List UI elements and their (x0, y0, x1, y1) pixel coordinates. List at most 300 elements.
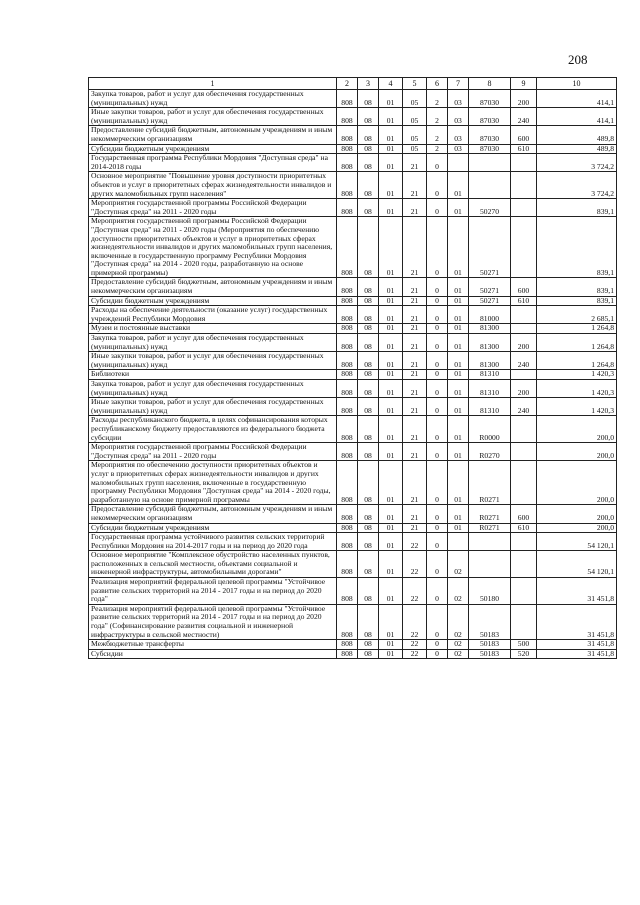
subsection-cell: 01 (379, 108, 403, 126)
subprogram-cell: 0 (427, 172, 448, 199)
table-row (89, 334, 617, 352)
item-name-cell: Предоставление субсидий бюджетным, автономным учреждениям и иным некоммерческим организациям (89, 505, 337, 523)
amount-cell: 1 264,8 (537, 352, 617, 370)
subprogram-cell: 0 (427, 443, 448, 461)
table-row (89, 172, 617, 199)
subsection-cell: 01 (379, 352, 403, 370)
event-cell: 02 (448, 604, 469, 639)
event-cell: 01 (448, 278, 469, 296)
expense-type-cell (511, 306, 537, 324)
event-cell: 02 (448, 578, 469, 605)
expense-type-cell: 200 (511, 380, 537, 398)
table-row (89, 461, 617, 505)
subprogram-cell: 0 (427, 334, 448, 352)
direction-cell: 50180 (469, 578, 511, 605)
table-row (89, 199, 617, 217)
item-name-cell: Основное мероприятие "Комплексное обустройство населенных пунктов, расположенных в сельской местности, объектами социальной и инженерной инфраструктуры, автомобильными дорогами" (89, 551, 337, 578)
subprogram-cell: 2 (427, 90, 448, 108)
item-name-cell: Субсидии (89, 649, 337, 659)
item-name-cell: Реализация мероприятий федеральной целевой программы "Устойчивое развитие сельских территорий на 2014 - 2017 годы и на период до 2020 года" (89, 578, 337, 605)
event-cell: 01 (448, 172, 469, 199)
amount-cell: 3 724,2 (537, 172, 617, 199)
subsection-cell: 01 (379, 523, 403, 533)
item-name-cell: Субсидии бюджетным учреждениям (89, 523, 337, 533)
table-row (89, 649, 617, 659)
item-name-cell: Государственная программа Республики Мордовия "Доступная среда" на 2014-2018 годы (89, 154, 337, 172)
item-name-cell: Мероприятия по обеспечению доступности приоритетных объектов и услуг в приоритетных сферах жизнедеятельности инвалидов и других маломобильных групп населения, включенные в государственную программу Республики Мордовия "Доступная среда" на 2014 - 2020 годы, разработанную на основе примерной программы (89, 461, 337, 505)
subsection-cell: 01 (379, 324, 403, 334)
direction-cell: 50271 (469, 217, 511, 278)
admin-code-cell: 808 (337, 416, 358, 443)
subsection-cell: 01 (379, 90, 403, 108)
program-cell: 21 (403, 352, 427, 370)
event-cell: 03 (448, 144, 469, 154)
event-cell: 01 (448, 370, 469, 380)
subsection-cell: 01 (379, 533, 403, 551)
item-name-cell: Предоставление субсидий бюджетным, автономным учреждениям и иным некоммерческим организациям (89, 126, 337, 144)
subprogram-cell: 0 (427, 352, 448, 370)
direction-cell: 81300 (469, 324, 511, 334)
table-row (89, 604, 617, 639)
section-cell: 08 (358, 278, 379, 296)
subprogram-cell: 0 (427, 370, 448, 380)
section-cell: 08 (358, 199, 379, 217)
expense-type-cell (511, 217, 537, 278)
amount-cell: 2 685,1 (537, 306, 617, 324)
direction-cell: 87030 (469, 108, 511, 126)
expense-type-cell: 200 (511, 90, 537, 108)
event-cell (448, 154, 469, 172)
admin-code-cell: 808 (337, 370, 358, 380)
section-cell: 08 (358, 334, 379, 352)
table-row (89, 640, 617, 650)
section-cell: 08 (358, 144, 379, 154)
admin-code-cell: 808 (337, 108, 358, 126)
section-cell: 08 (358, 126, 379, 144)
expense-type-cell: 600 (511, 505, 537, 523)
program-cell: 21 (403, 306, 427, 324)
program-cell: 21 (403, 505, 427, 523)
amount-cell: 1 420,3 (537, 370, 617, 380)
column-header: 7 (448, 78, 469, 90)
amount-cell: 3 724,2 (537, 154, 617, 172)
amount-cell: 200,0 (537, 461, 617, 505)
column-header: 6 (427, 78, 448, 90)
program-cell: 05 (403, 108, 427, 126)
amount-cell: 489,8 (537, 126, 617, 144)
direction-cell: 50271 (469, 278, 511, 296)
direction-cell: R0000 (469, 416, 511, 443)
table-row (89, 398, 617, 416)
amount-cell: 200,0 (537, 443, 617, 461)
table-row (89, 126, 617, 144)
subprogram-cell: 0 (427, 324, 448, 334)
subprogram-cell: 0 (427, 604, 448, 639)
program-cell: 21 (403, 523, 427, 533)
amount-cell: 839,1 (537, 217, 617, 278)
event-cell: 02 (448, 551, 469, 578)
section-cell: 08 (358, 551, 379, 578)
admin-code-cell: 808 (337, 90, 358, 108)
program-cell: 21 (403, 334, 427, 352)
item-name-cell: Реализация мероприятий федеральной целевой программы "Устойчивое развитие сельских территорий на 2014 - 2017 годы и на период до 2020 года" (Софинансирование развития социальной и инженерной инфраструктуры в сельской местности) (89, 604, 337, 639)
event-cell: 01 (448, 505, 469, 523)
expense-type-cell: 610 (511, 296, 537, 306)
item-name-cell: Субсидии бюджетным учреждениям (89, 296, 337, 306)
subsection-cell: 01 (379, 551, 403, 578)
section-cell: 08 (358, 154, 379, 172)
subprogram-cell: 0 (427, 380, 448, 398)
subprogram-cell: 0 (427, 640, 448, 650)
direction-cell: 50183 (469, 604, 511, 639)
item-name-cell: Расходы республиканского бюджета, в целях софинансирования которых республиканскому бюджету предоставляются из федерального бюджета субсидии (89, 416, 337, 443)
table-row (89, 108, 617, 126)
event-cell: 03 (448, 126, 469, 144)
admin-code-cell: 808 (337, 306, 358, 324)
event-cell (448, 533, 469, 551)
item-name-cell: Музеи и постоянные выставки (89, 324, 337, 334)
direction-cell (469, 172, 511, 199)
direction-cell: 87030 (469, 144, 511, 154)
expense-type-cell: 500 (511, 640, 537, 650)
subsection-cell: 01 (379, 443, 403, 461)
direction-cell: 81300 (469, 352, 511, 370)
program-cell: 05 (403, 90, 427, 108)
column-header: 5 (403, 78, 427, 90)
amount-cell: 489,8 (537, 144, 617, 154)
direction-cell: R0271 (469, 505, 511, 523)
amount-cell: 839,1 (537, 296, 617, 306)
program-cell: 21 (403, 172, 427, 199)
amount-cell: 839,1 (537, 199, 617, 217)
section-cell: 08 (358, 523, 379, 533)
expense-type-cell: 240 (511, 108, 537, 126)
event-cell: 03 (448, 90, 469, 108)
table-row (89, 505, 617, 523)
admin-code-cell: 808 (337, 578, 358, 605)
subsection-cell: 01 (379, 649, 403, 659)
admin-code-cell: 808 (337, 334, 358, 352)
section-cell: 08 (358, 370, 379, 380)
subprogram-cell: 0 (427, 278, 448, 296)
admin-code-cell: 808 (337, 533, 358, 551)
expense-type-cell: 240 (511, 398, 537, 416)
subsection-cell: 01 (379, 604, 403, 639)
subprogram-cell: 0 (427, 461, 448, 505)
event-cell: 02 (448, 640, 469, 650)
admin-code-cell: 808 (337, 296, 358, 306)
expense-type-cell (511, 604, 537, 639)
column-header: 8 (469, 78, 511, 90)
subprogram-cell: 0 (427, 306, 448, 324)
expense-type-cell: 200 (511, 334, 537, 352)
subsection-cell: 01 (379, 370, 403, 380)
program-cell: 22 (403, 533, 427, 551)
expense-type-cell: 610 (511, 144, 537, 154)
subsection-cell: 01 (379, 398, 403, 416)
amount-cell: 31 451,8 (537, 604, 617, 639)
table-header-row (89, 78, 617, 90)
subsection-cell: 01 (379, 505, 403, 523)
program-cell: 21 (403, 278, 427, 296)
admin-code-cell: 808 (337, 551, 358, 578)
admin-code-cell: 808 (337, 154, 358, 172)
item-name-cell: Основное мероприятие "Повышение уровня доступности приоритетных объектов и услуг в приоритетных сферах жизнедеятельности инвалидов и других маломобильных групп населения" (89, 172, 337, 199)
expense-type-cell: 520 (511, 649, 537, 659)
admin-code-cell: 808 (337, 523, 358, 533)
direction-cell: 50271 (469, 296, 511, 306)
amount-cell: 54 120,1 (537, 551, 617, 578)
section-cell: 08 (358, 380, 379, 398)
column-header: 10 (537, 78, 617, 90)
expense-type-cell (511, 416, 537, 443)
item-name-cell: Иные закупки товаров, работ и услуг для обеспечения государственных (муниципальных) нужд (89, 352, 337, 370)
event-cell: 01 (448, 398, 469, 416)
budget-table (88, 77, 617, 659)
table-row (89, 154, 617, 172)
item-name-cell: Расходы на обеспечение деятельности (оказание услуг) государственных учреждений Республики Мордовия (89, 306, 337, 324)
event-cell: 01 (448, 296, 469, 306)
column-header: 2 (337, 78, 358, 90)
direction-cell: R0270 (469, 443, 511, 461)
subsection-cell: 01 (379, 154, 403, 172)
event-cell: 01 (448, 416, 469, 443)
event-cell: 03 (448, 108, 469, 126)
direction-cell: R0271 (469, 523, 511, 533)
amount-cell: 54 120,1 (537, 533, 617, 551)
section-cell: 08 (358, 443, 379, 461)
table-body (89, 90, 617, 659)
table-row (89, 578, 617, 605)
section-cell: 08 (358, 352, 379, 370)
subprogram-cell: 0 (427, 398, 448, 416)
expense-type-cell (511, 172, 537, 199)
direction-cell: 50183 (469, 649, 511, 659)
admin-code-cell: 808 (337, 144, 358, 154)
section-cell: 08 (358, 296, 379, 306)
subprogram-cell: 0 (427, 217, 448, 278)
section-cell: 08 (358, 306, 379, 324)
admin-code-cell: 808 (337, 217, 358, 278)
amount-cell: 31 451,8 (537, 649, 617, 659)
admin-code-cell: 808 (337, 352, 358, 370)
expense-type-cell (511, 324, 537, 334)
table-row (89, 416, 617, 443)
expense-type-cell (511, 533, 537, 551)
program-cell: 22 (403, 604, 427, 639)
amount-cell: 200,0 (537, 416, 617, 443)
amount-cell: 31 451,8 (537, 640, 617, 650)
program-cell: 21 (403, 461, 427, 505)
program-cell: 21 (403, 324, 427, 334)
column-header: 1 (89, 78, 337, 90)
program-cell: 21 (403, 370, 427, 380)
expense-type-cell (511, 370, 537, 380)
subprogram-cell: 0 (427, 296, 448, 306)
direction-cell: 87030 (469, 90, 511, 108)
section-cell: 08 (358, 416, 379, 443)
direction-cell: 87030 (469, 126, 511, 144)
subprogram-cell: 0 (427, 416, 448, 443)
admin-code-cell: 808 (337, 380, 358, 398)
admin-code-cell: 808 (337, 126, 358, 144)
subsection-cell: 01 (379, 306, 403, 324)
subsection-cell: 01 (379, 640, 403, 650)
page-number: 208 (568, 52, 588, 67)
item-name-cell: Государственная программа устойчивого развития сельских территорий Республики Мордовия на 2014-2017 годы и на период до 2020 года (89, 533, 337, 551)
admin-code-cell: 808 (337, 505, 358, 523)
expense-type-cell: 600 (511, 126, 537, 144)
amount-cell: 1 264,8 (537, 324, 617, 334)
program-cell: 21 (403, 296, 427, 306)
expense-type-cell (511, 199, 537, 217)
subprogram-cell: 0 (427, 523, 448, 533)
subsection-cell: 01 (379, 416, 403, 443)
table-row (89, 533, 617, 551)
subsection-cell: 01 (379, 199, 403, 217)
item-name-cell: Библиотеки (89, 370, 337, 380)
program-cell: 22 (403, 551, 427, 578)
expense-type-cell: 610 (511, 523, 537, 533)
section-cell: 08 (358, 640, 379, 650)
section-cell: 08 (358, 172, 379, 199)
event-cell: 01 (448, 324, 469, 334)
subsection-cell: 01 (379, 144, 403, 154)
item-name-cell: Закупка товаров, работ и услуг для обеспечения государственных (муниципальных) нужд (89, 334, 337, 352)
event-cell: 01 (448, 306, 469, 324)
direction-cell: 50270 (469, 199, 511, 217)
program-cell: 21 (403, 154, 427, 172)
subsection-cell: 01 (379, 296, 403, 306)
item-name-cell: Мероприятия государственной программы Российской Федерации "Доступная среда" на 2011 - 2020 годы (89, 199, 337, 217)
subprogram-cell: 0 (427, 199, 448, 217)
subsection-cell: 01 (379, 578, 403, 605)
subsection-cell: 01 (379, 217, 403, 278)
expense-type-cell (511, 461, 537, 505)
item-name-cell: Иные закупки товаров, работ и услуг для обеспечения государственных (муниципальных) нужд (89, 108, 337, 126)
expense-type-cell: 600 (511, 278, 537, 296)
subsection-cell: 01 (379, 334, 403, 352)
subprogram-cell: 2 (427, 144, 448, 154)
direction-cell (469, 154, 511, 172)
amount-cell: 414,1 (537, 90, 617, 108)
section-cell: 08 (358, 324, 379, 334)
admin-code-cell: 808 (337, 398, 358, 416)
expense-type-cell (511, 578, 537, 605)
section-cell: 08 (358, 533, 379, 551)
direction-cell: 81300 (469, 334, 511, 352)
item-name-cell: Закупка товаров, работ и услуг для обеспечения государственных (муниципальных) нужд (89, 380, 337, 398)
program-cell: 21 (403, 199, 427, 217)
amount-cell: 31 451,8 (537, 578, 617, 605)
subprogram-cell: 2 (427, 126, 448, 144)
program-cell: 21 (403, 398, 427, 416)
program-cell: 21 (403, 416, 427, 443)
section-cell: 08 (358, 398, 379, 416)
expense-type-cell: 240 (511, 352, 537, 370)
admin-code-cell: 808 (337, 649, 358, 659)
table-row (89, 217, 617, 278)
program-cell: 22 (403, 578, 427, 605)
amount-cell: 839,1 (537, 278, 617, 296)
admin-code-cell: 808 (337, 324, 358, 334)
subsection-cell: 01 (379, 172, 403, 199)
subprogram-cell: 0 (427, 505, 448, 523)
table-row (89, 443, 617, 461)
event-cell: 01 (448, 523, 469, 533)
program-cell: 22 (403, 640, 427, 650)
section-cell: 08 (358, 217, 379, 278)
section-cell: 08 (358, 578, 379, 605)
expense-type-cell (511, 154, 537, 172)
amount-cell: 200,0 (537, 523, 617, 533)
direction-cell: 81310 (469, 380, 511, 398)
section-cell: 08 (358, 90, 379, 108)
subsection-cell: 01 (379, 461, 403, 505)
subprogram-cell: 0 (427, 533, 448, 551)
event-cell: 01 (448, 352, 469, 370)
item-name-cell: Межбюджетные трансферты (89, 640, 337, 650)
event-cell: 01 (448, 443, 469, 461)
amount-cell: 1 420,3 (537, 380, 617, 398)
admin-code-cell: 808 (337, 199, 358, 217)
admin-code-cell: 808 (337, 443, 358, 461)
table-row (89, 352, 617, 370)
section-cell: 08 (358, 505, 379, 523)
subsection-cell: 01 (379, 278, 403, 296)
admin-code-cell: 808 (337, 640, 358, 650)
subprogram-cell: 2 (427, 108, 448, 126)
subsection-cell: 01 (379, 380, 403, 398)
table-row (89, 278, 617, 296)
event-cell: 02 (448, 649, 469, 659)
section-cell: 08 (358, 461, 379, 505)
subprogram-cell: 0 (427, 578, 448, 605)
item-name-cell: Субсидии бюджетным учреждениям (89, 144, 337, 154)
table-row (89, 380, 617, 398)
item-name-cell: Иные закупки товаров, работ и услуг для обеспечения государственных (муниципальных) нужд (89, 398, 337, 416)
event-cell: 01 (448, 199, 469, 217)
item-name-cell: Предоставление субсидий бюджетным, автономным учреждениям и иным некоммерческим организациям (89, 278, 337, 296)
table-row (89, 90, 617, 108)
program-cell: 21 (403, 217, 427, 278)
direction-cell: 81310 (469, 370, 511, 380)
program-cell: 21 (403, 443, 427, 461)
amount-cell: 1 264,8 (537, 334, 617, 352)
direction-cell: R0271 (469, 461, 511, 505)
subsection-cell: 01 (379, 126, 403, 144)
direction-cell (469, 533, 511, 551)
expense-type-cell (511, 551, 537, 578)
column-header: 9 (511, 78, 537, 90)
event-cell: 01 (448, 334, 469, 352)
direction-cell: 81310 (469, 398, 511, 416)
program-cell: 22 (403, 649, 427, 659)
event-cell: 01 (448, 217, 469, 278)
direction-cell: 81000 (469, 306, 511, 324)
column-header: 4 (379, 78, 403, 90)
table-row (89, 551, 617, 578)
direction-cell (469, 551, 511, 578)
amount-cell: 200,0 (537, 505, 617, 523)
item-name-cell: Закупка товаров, работ и услуг для обеспечения государственных (муниципальных) нужд (89, 90, 337, 108)
section-cell: 08 (358, 649, 379, 659)
subprogram-cell: 0 (427, 551, 448, 578)
program-cell: 05 (403, 126, 427, 144)
program-cell: 21 (403, 380, 427, 398)
direction-cell: 50183 (469, 640, 511, 650)
event-cell: 01 (448, 461, 469, 505)
